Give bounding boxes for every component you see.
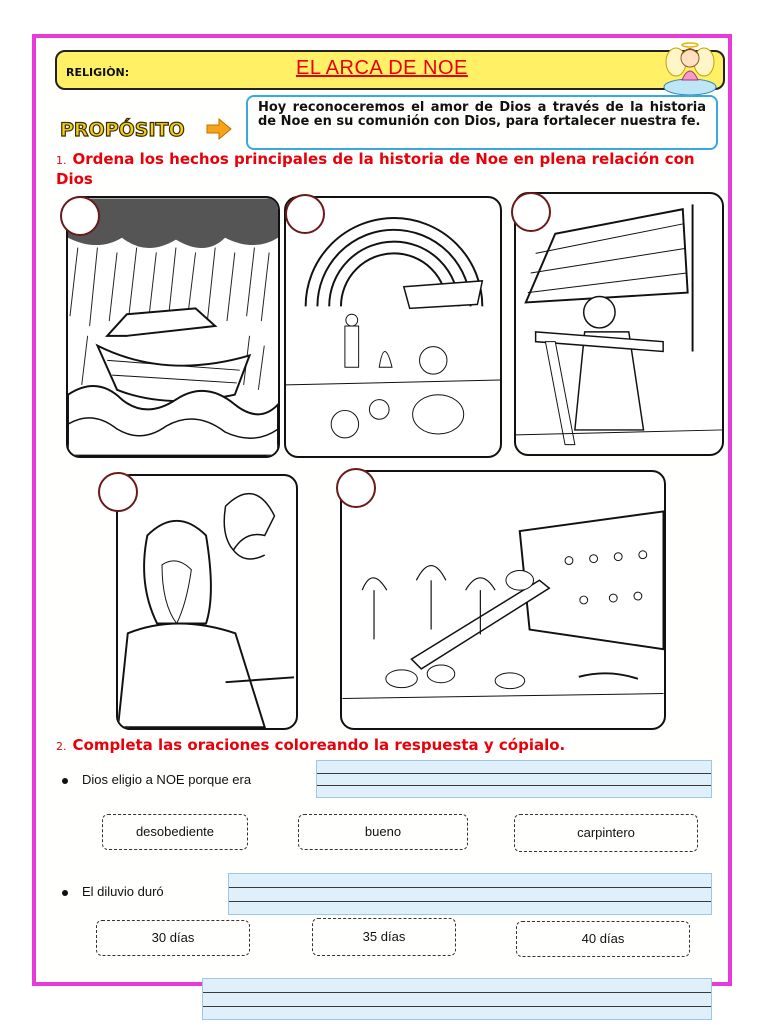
picture-noah-dove [116, 474, 298, 730]
question-1-number: 1. [56, 154, 67, 167]
picture-noah-building [514, 192, 724, 456]
option-30-dias[interactable]: 30 días [96, 920, 250, 956]
question-2-number: 2. [56, 740, 67, 753]
question-2 [56, 736, 716, 756]
option-bueno[interactable]: bueno [298, 814, 468, 850]
purpose-text: Hoy reconoceremos el amor de Dios a través de la historia de Noe en su comunión con Dios, para fortalecer nuestra fe. [258, 100, 706, 129]
order-circle-3[interactable] [511, 192, 551, 232]
subject-label: RELIGIÒN: [66, 66, 130, 79]
sentence-2-text: El diluvio duró [82, 884, 164, 899]
angel-icon [660, 40, 720, 96]
picture-flood-ark [66, 196, 280, 458]
purpose-text-box [246, 95, 718, 150]
bullet-icon [62, 890, 68, 896]
order-circle-4[interactable] [98, 472, 138, 512]
order-circle-5[interactable] [336, 468, 376, 508]
sentence-1 [62, 772, 251, 787]
sentence-1-text: Dios eligio a NOE porque era [82, 772, 252, 787]
option-35-dias[interactable]: 35 días [312, 918, 456, 956]
answer-lines-2[interactable] [228, 873, 712, 915]
option-carpintero[interactable]: carpintero [514, 814, 698, 852]
arrow-right-icon [206, 118, 232, 140]
sentence-2 [62, 884, 164, 899]
option-40-dias[interactable]: 40 días [516, 921, 690, 957]
order-circle-2[interactable] [285, 194, 325, 234]
answer-lines-1[interactable] [316, 760, 712, 798]
option-desobediente[interactable]: desobediente [102, 814, 248, 850]
page-title: EL ARCA DE NOE [296, 57, 468, 79]
picture-animals-boarding [340, 470, 666, 730]
question-1 [56, 150, 696, 188]
purpose-badge-label: PROPÓSITO [60, 119, 185, 141]
order-circle-1[interactable] [60, 196, 100, 236]
question-1-text: Ordena los hechos principales de la historia de Noe en plena relación con Dios [56, 150, 695, 188]
bullet-icon [62, 778, 68, 784]
answer-lines-3[interactable] [202, 978, 712, 1020]
question-2-text: Completa las oraciones coloreando la respuesta y cópialo. [72, 736, 566, 754]
picture-rainbow [284, 196, 502, 458]
